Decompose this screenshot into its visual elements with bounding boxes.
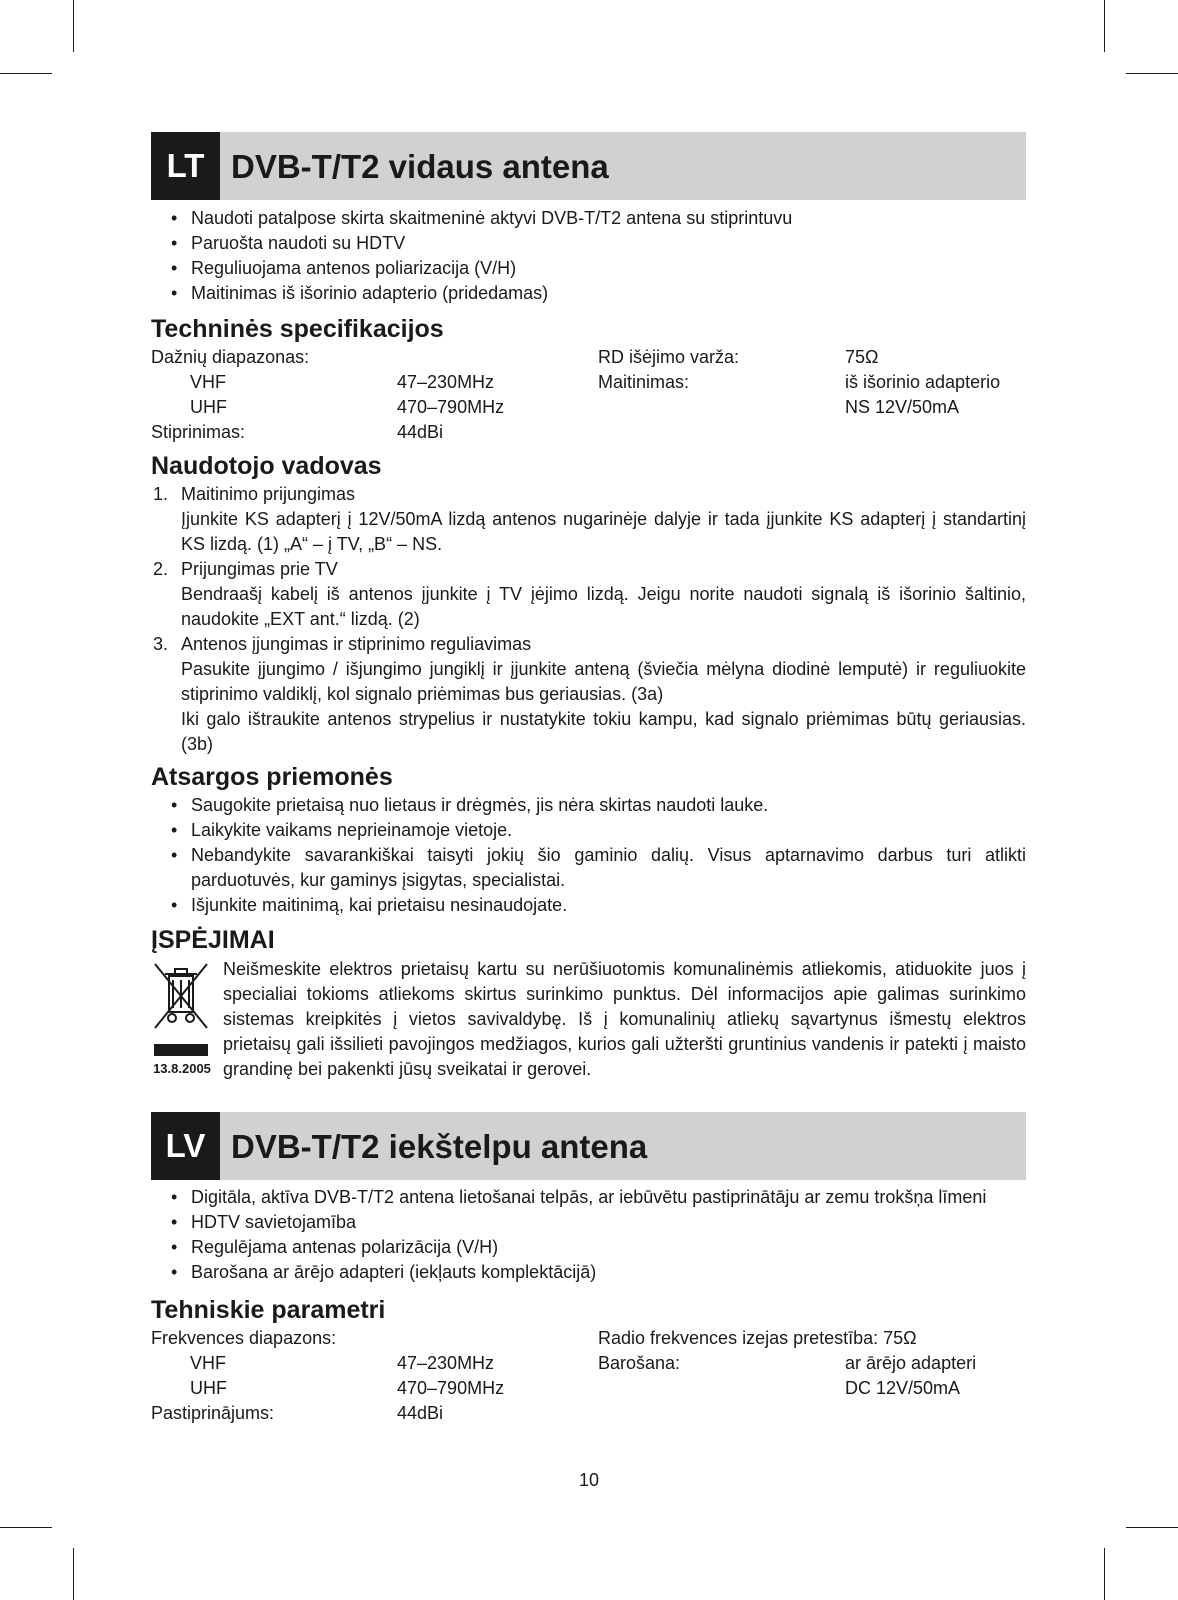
list-item: • Paruošta naudoti su HDTV [151,231,1026,256]
lt-warning-heading: ĮSPĖJIMAI [151,926,275,954]
lt-language-code: LT [151,132,220,200]
step-number: 2. [153,559,169,579]
lv-specs-section [151,1294,1026,1426]
lt-warning-text: Neišmeskite elektros prietaisų kartu su nerūšiuotomis komunalinėmis atliekomis, atiduokite juos į specialiai tokioms atliekoms skirtus surinkimo punktus. Dėl informacijos apie galimas surinkimo sistemas kreipkitės į vietos savivaldybę. Iš į komunalinių atliekų sąvartynus išmestų elektros prietaisų gali išsilieti pavojingos medžiagos, kurios gali užteršti gruntinius vandenis ir patekti į maisto grandinę bei pakenkti jūsų sveikatai ir gerovei. [223,959,1026,1079]
lv-section-title: DVB-T/T2 iekštelpu antena [231,1128,648,1165]
step-body: Įjunkite KS adapterį į 12V/50mA lizdą antenos nugarinėje dalyje ir tada įjunkite KS adapterį į standartinį KS lizdą. (1) „A“ – į TV, „B“ – NS. [181,509,1026,554]
crop-mark [1104,0,1105,52]
spec-value: NS 12V/50mA [845,397,960,417]
list-item: • HDTV savietojamība [151,1210,1026,1235]
spec-label: UHF [190,397,227,417]
lt-guide-heading: Naudotojo vadovas [151,452,382,480]
list-item: • Laikykite vaikams neprieinamoje vietoje. [151,818,1026,843]
list-item: • Naudoti patalpose skirta skaitmeninė aktyvi DVB-T/T2 antena su stiprintuvu [151,206,1026,231]
step-title: Antenos įjungimas ir stiprinimo reguliavimas [181,634,532,654]
step-body: Iki galo ištraukite antenos strypelius ir nustatykite tokiu kampu, kad signalo priėmimas būtų geriausias. (3b) [181,709,1026,754]
step-number: 3. [153,634,169,654]
list-item: • Reguliuojama antenos poliarizacija (V/H) [151,256,1026,281]
lt-section-title: DVB-T/T2 vidaus antena [231,148,609,185]
spec-value: 470–790MHz [397,1378,505,1398]
lt-specs-section [151,313,1026,445]
spec-label: Stiprinimas: [151,422,246,442]
spec-label: Maitinimas: [598,372,690,392]
guide-step [151,557,1026,632]
crop-mark [0,73,52,74]
lv-language-code: LV [151,1112,220,1180]
lt-section-banner [151,132,1026,200]
lt-caution-heading: Atsargos priemonės [151,763,393,791]
spec-label: Barošana: [598,1353,681,1373]
spec-label: RD išėjimo varža: [598,347,740,367]
weee-date: 13.8.2005 [153,1061,211,1076]
list-item: • Barošana ar ārējo adapteri (iekļauts komplektācijā) [151,1260,1026,1285]
step-title: Prijungimas prie TV [181,559,338,579]
spec-value: 44dBi [397,422,444,442]
step-number: 1. [153,484,169,504]
spec-value: 75Ω [845,347,879,367]
lv-features [151,1185,1026,1285]
list-item: • Nebandykite savarankiškai taisyti jokių šio gaminio dalių. Visus aptarnavimo darbus turi atlikti parduotuvės, kur gaminys įsigytas, specialistai. [151,843,1026,893]
list-item: • Regulējama antenas polarizācija (V/H) [151,1235,1026,1260]
spec-label: VHF [190,1353,226,1373]
lt-features [151,206,1026,306]
spec-label: Frekvences diapazons: [151,1328,337,1348]
spec-label: UHF [190,1378,227,1398]
spec-label: Pastiprinājums: [151,1403,275,1423]
spec-value: 470–790MHz [397,397,505,417]
list-item: • Išjunkite maitinimą, kai prietaisu nesinaudojate. [151,893,1026,918]
lv-spec-table [151,1326,1026,1426]
crop-mark [73,0,74,52]
crop-mark [1126,73,1178,74]
list-item: • Saugokite prietaisą nuo lietaus ir drėgmės, jis nėra skirtas naudoti lauke. [151,793,1026,818]
spec-label: Dažnių diapazonas: [151,347,310,367]
lv-section-banner [151,1112,1026,1180]
spec-value: 47–230MHz [397,1353,495,1373]
spec-label: VHF [190,372,226,392]
list-item: • Digitāla, aktīva DVB-T/T2 antena lietošanai telpās, ar iebūvētu pastiprinātāju ar zemu trokšņa līmeni [151,1185,1026,1210]
crop-mark [1104,1548,1105,1600]
lv-spec-heading: Tehniskie parametri [151,1296,386,1324]
spec-value: 44dBi [397,1403,444,1423]
crop-mark [0,1527,52,1528]
crop-mark [1126,1527,1178,1528]
lt-spec-heading: Techninės specifikacijos [151,315,444,343]
lt-caution-section [151,761,1026,918]
step-body: Bendraašį kabelį iš antenos įjunkite į TV įėjimo lizdą. Jeigu norite naudoti signalą iš išorinio šaltinio, naudokite „EXT ant.“ lizdą. (2) [181,584,1026,629]
spec-value: 47–230MHz [397,372,495,392]
lt-guide-section [151,450,1026,757]
list-item: • Maitinimas iš išorinio adapterio (pridedamas) [151,281,1026,306]
spec-value: DC 12V/50mA [845,1378,961,1398]
step-body: Pasukite įjungimo / išjungimo jungiklį ir įjunkite anteną (šviečia mėlyna diodinė lemputė) ir reguliuokite stiprinimo valdiklį, kol signalo priėmimas bus geriausias. (3a) [181,659,1026,704]
page-number: 10 [578,1470,600,1490]
crop-mark [73,1548,74,1600]
spec-label: Radio frekvences izejas pretestība: 75Ω [598,1328,917,1348]
lt-spec-table [151,345,1026,445]
spec-value: ar ārējo adapteri [845,1353,977,1373]
guide-step [151,482,1026,557]
guide-step [151,632,1026,757]
step-title: Maitinimo prijungimas [181,484,356,504]
lt-warning-section [151,924,1026,956]
spec-value: iš išorinio adapterio [845,372,1001,392]
